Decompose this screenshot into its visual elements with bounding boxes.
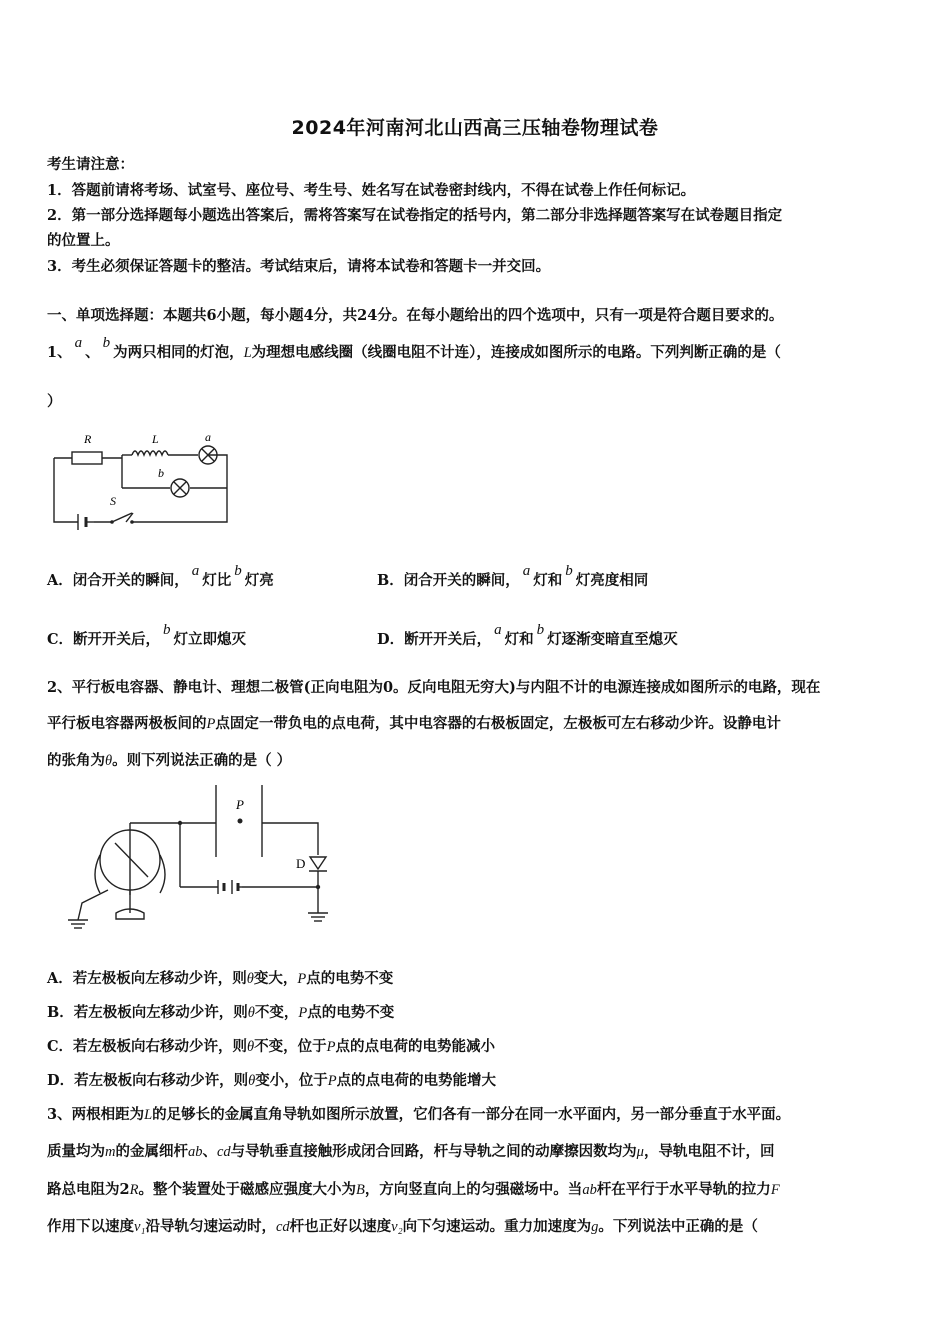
q2-option-B-P: P (298, 1005, 308, 1021)
q2-option-D-end: 点的点电荷的电势能增大 (336, 1072, 497, 1089)
q1-option-D-var1: a (494, 622, 502, 638)
q1-option-D-end: 灯逐渐变暗直至熄灭 (547, 631, 678, 648)
q1-close-paren: ） (47, 393, 62, 410)
q2-stem-line-1: 2、平行板电容器、静电计、理想二极管(正向电阻为0。反向电阻无穷大)与内阻不计的电源连接成如图所示的电路，现在 (47, 679, 821, 696)
q2-stem-line-3 (47, 749, 291, 770)
q3-var-L: L (144, 1107, 153, 1123)
q1-option-C-var1: b (163, 622, 171, 638)
resistor-R (72, 452, 102, 464)
q3-l4-c: 杆也正好以速度 (289, 1218, 392, 1235)
q3-l1-a: 3、两根相距为 (47, 1106, 145, 1123)
q1-option-C-end: 灯立即熄灭 (173, 631, 247, 648)
q1-option-A-var1: a (191, 563, 200, 579)
q1-var-b: b (102, 335, 111, 351)
q2-option-C-pre: C．若左极板向右移动少许，则 (47, 1038, 248, 1055)
q2-option-A-theta: θ (246, 971, 254, 987)
q3-stem-line-3 (47, 1178, 780, 1199)
q2-option-D-mid: 变小，位于 (255, 1072, 328, 1089)
q2-stem-line-2 (47, 712, 781, 733)
q3-stem-line-4 (47, 1215, 758, 1236)
q1-var-L: L (243, 345, 252, 361)
q3-l3-a: 路总电阻为2 (47, 1181, 130, 1198)
notice-item-1: 1．答题前请将考场、试室号、座位号、考生号、姓名写在试卷密封线内，不得在试卷上作任何标记。 (47, 182, 696, 199)
q3-var-mu: μ (636, 1144, 644, 1160)
q1-sep: 、 (85, 344, 100, 361)
q1-option-A-mid: 灯比 (202, 572, 232, 589)
q1-circuit-figure (48, 425, 238, 530)
q3-var-v1: v₁ (134, 1219, 146, 1235)
q1-option-D-var2: b (536, 622, 545, 638)
q3-var-m: m (105, 1144, 116, 1160)
q1-number: 1、 (47, 344, 72, 361)
q3-var-cd: cd (216, 1144, 231, 1160)
q1-option-B (377, 563, 649, 590)
q2-option-C-end: 点的点电荷的电势能减小 (335, 1038, 496, 1055)
q2-option-B-end: 点的电势不变 (307, 1004, 395, 1021)
q3-var-g: g (591, 1219, 599, 1235)
q1-option-D-mid: 灯和 (504, 631, 534, 648)
q3-l4-a: 作用下以速度 (47, 1218, 134, 1235)
q3-var-ab-2: ab (582, 1182, 597, 1198)
label-b: b (158, 466, 164, 480)
q2-option-D (47, 1069, 496, 1090)
q3-var-cd-2: cd (275, 1219, 290, 1235)
q2-option-B (47, 1001, 394, 1022)
q2-option-C-P: P (326, 1039, 336, 1055)
label-P: P (236, 797, 244, 812)
q2-option-A-end: 点的电势不变 (306, 970, 394, 987)
q2-line2-a: 平行板电容器两极板间的 (47, 715, 207, 732)
q1-var-a: a (74, 335, 83, 351)
q3-l1-b: 的足够长的金属直角导轨如图所示放置，它们各有一部分在同一水平面内，另一部分垂直于水平面。 (152, 1106, 791, 1123)
label-R: R (84, 432, 92, 446)
q3-var-v2: v₂ (391, 1219, 403, 1235)
q2-option-D-pre: D．若左极板向右移动少许，则 (47, 1072, 249, 1089)
notice-item-2-cont: 的位置上。 (47, 232, 120, 249)
q2-option-A-mid: 变大， (253, 970, 298, 987)
q2-option-D-theta: θ (248, 1073, 256, 1089)
q1-option-A-var2: b (234, 563, 242, 579)
q2-line3-a: 的张角为 (47, 752, 105, 769)
q1-text-2: 为理想电感线圈（线圈电阻不计连），连接成如图所示的电路。下列判断正确的是（ (251, 344, 781, 361)
notice-header: 考生请注意： (47, 156, 134, 173)
point-P-dot (238, 819, 243, 824)
q3-stem-line-2 (47, 1140, 774, 1161)
q2-option-D-P: P (327, 1073, 337, 1089)
q1-option-C (47, 622, 247, 649)
q3-l2-c: 、 (202, 1143, 217, 1160)
label-D: D (296, 856, 306, 871)
q3-stem-line-1 (47, 1103, 790, 1124)
q2-option-A-P: P (297, 971, 307, 987)
q3-l2-b: 的金属细杆 (115, 1143, 188, 1160)
q3-l2-a: 质量均为 (47, 1143, 105, 1160)
q1-text-1: 为两只相同的灯泡， (113, 344, 244, 361)
q1-option-A-end: 灯亮 (244, 572, 274, 589)
q2-var-theta: θ (105, 753, 113, 769)
q2-option-A (47, 967, 393, 988)
q3-l2-d: 与导轨垂直接触形成闭合回路，杆与导轨之间的动摩擦因数均为 (230, 1143, 637, 1160)
label-a: a (205, 430, 211, 444)
notice-item-3: 3．考生必须保证答题卡的整洁。考试结束后，请将本试卷和答题卡一并交回。 (47, 258, 551, 275)
q1-option-B-var2: b (565, 563, 573, 579)
q1-option-D (377, 622, 678, 649)
q1-option-B-mid: 灯和 (533, 572, 563, 589)
question-1-stem (47, 335, 781, 362)
q2-option-B-pre: B．若左极板向左移动少许，则 (47, 1004, 248, 1021)
q2-line2-b: 点固定一带负电的点电荷，其中电容器的右极板固定，左极板可左右移动少许。设静电计 (215, 715, 781, 732)
q2-option-C-theta: θ (247, 1039, 255, 1055)
q2-capacitor-figure (60, 785, 350, 945)
q1-option-A-label: A．闭合开关的瞬间， (47, 572, 189, 589)
q3-var-R: R (129, 1182, 139, 1198)
label-L: L (152, 432, 159, 446)
q1-option-A (47, 563, 274, 590)
q1-option-C-label: C．断开开关后， (47, 631, 161, 648)
q1-option-B-var1: a (522, 563, 531, 579)
q3-l4-b: 沿导轨匀速运动时， (145, 1218, 276, 1235)
q2-option-B-mid: 不变， (254, 1004, 299, 1021)
label-S: S (110, 494, 116, 508)
q2-line3-b: 。则下列说法正确的是（ ） (112, 752, 292, 769)
q2-option-A-pre: A．若左极板向左移动少许，则 (47, 970, 247, 987)
q3-l2-e: ，导轨电阻不计，回 (643, 1143, 775, 1160)
q3-l3-b: 。整个装置处于磁感应强度大小为 (138, 1181, 356, 1198)
q3-l3-c: ，方向竖直向上的匀强磁场中。当 (364, 1181, 583, 1198)
q2-var-P: P (206, 716, 216, 732)
q2-option-B-theta: θ (247, 1005, 255, 1021)
q3-var-B: B (355, 1182, 365, 1198)
q3-var-F: F (770, 1182, 780, 1198)
q3-l4-d: 向下匀速运动。重力加速度为 (402, 1218, 592, 1235)
q3-l4-e: 。下列说法中正确的是（ (598, 1218, 758, 1235)
q2-option-C-mid: 不变，位于 (254, 1038, 327, 1055)
q3-l3-d: 杆在平行于水平导轨的拉力 (596, 1181, 771, 1198)
section-1-heading: 一、单项选择题：本题共6小题，每小题4分，共24分。在每小题给出的四个选项中，只有一项是符合题目要求的。 (47, 307, 784, 324)
inductor-L (132, 451, 168, 455)
q1-option-B-label: B．闭合开关的瞬间， (377, 572, 520, 589)
q3-var-ab: ab (187, 1144, 203, 1160)
q1-option-D-label: D．断开开关后， (377, 631, 492, 648)
q2-option-C (47, 1035, 495, 1056)
q1-option-B-end: 灯亮度相同 (575, 572, 649, 589)
notice-item-2: 2．第一部分选择题每小题选出答案后，需将答案写在试卷指定的括号内，第二部分非选择题答案写在试卷题目指定 (47, 207, 783, 224)
page-title: 2024年河南河北山西高三压轴卷物理试卷 (291, 117, 659, 139)
